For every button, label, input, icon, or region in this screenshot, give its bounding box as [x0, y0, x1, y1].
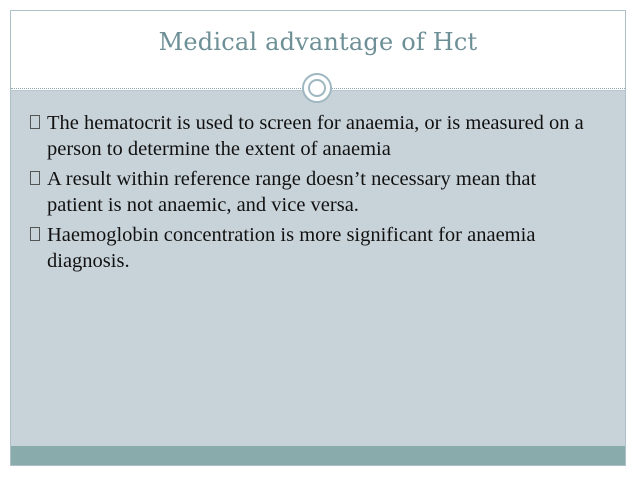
- bullet-text: Haemoglobin concentration is more significant for anaemia diagnosis.: [47, 224, 536, 272]
- bullet-item: [30, 222, 590, 274]
- inner-circle: [308, 79, 326, 97]
- bullet-text: The hematocrit is used to screen for anaemia, or is measured on a person to determine the extent of anaemia: [47, 112, 584, 160]
- bullet-list: [30, 110, 590, 278]
- bullet-item: [30, 110, 590, 162]
- bullet-marker-icon: [30, 115, 40, 129]
- bullet-text: A result within reference range doesn’t necessary mean that patient is not anaemic, and vice versa.: [47, 168, 537, 216]
- bullet-marker-icon: [30, 227, 40, 241]
- double-circle-icon: [302, 73, 332, 103]
- bullet-marker-icon: [30, 171, 40, 185]
- slide-title: Medical advantage of Hct: [158, 28, 478, 56]
- footer-band: [11, 446, 625, 465]
- bullet-item: [30, 166, 590, 218]
